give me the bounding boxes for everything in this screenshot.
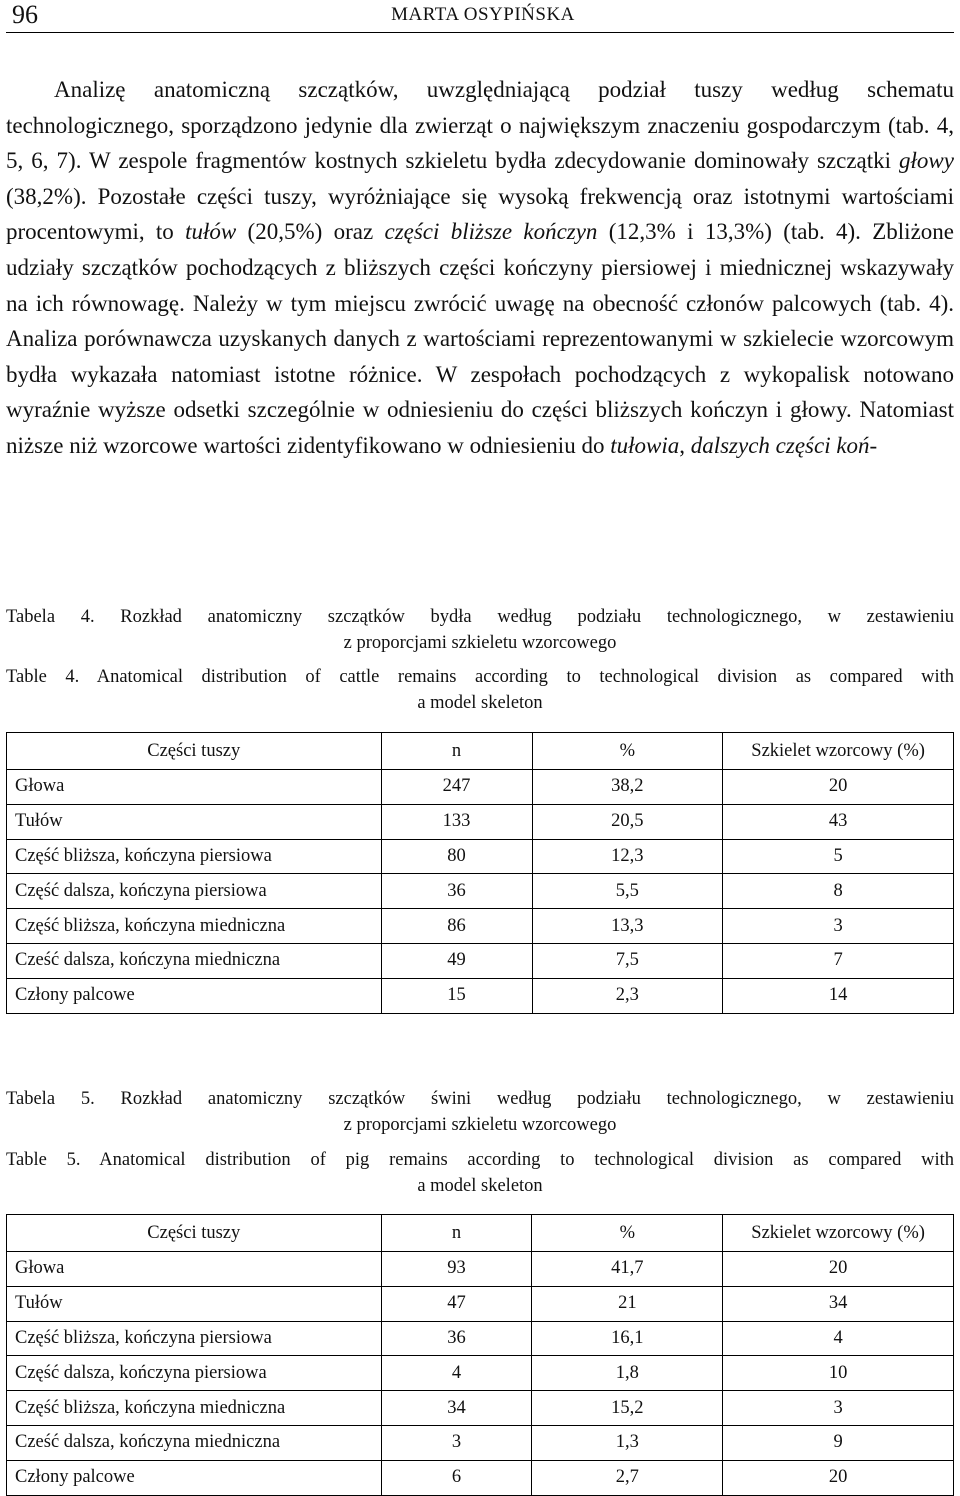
table-cell: 49	[381, 943, 532, 978]
table5	[6, 1214, 954, 1496]
table-cell: 47	[381, 1286, 532, 1321]
table-cell: 86	[381, 909, 532, 944]
table-row	[7, 1460, 954, 1495]
table-header-row	[7, 733, 954, 770]
italic-term: głowy	[899, 148, 954, 174]
row-label: Cześć dalsza, kończyna miedniczna	[7, 1425, 382, 1460]
table-row	[7, 943, 954, 978]
table-cell: 43	[723, 804, 954, 839]
table5-caption-en-line1: Table 5. Anatomical distribution of pig remains according to technological division as compared with	[6, 1150, 954, 1170]
table-cell: 36	[381, 874, 532, 909]
table-row	[7, 1286, 954, 1321]
table-cell: 13,3	[532, 909, 723, 944]
table-cell: 12,3	[532, 839, 723, 874]
column-header: n	[381, 1215, 532, 1252]
body-text-run: (12,3% i 13,3%) (tab. 4). Zbliżone udziały szczątków pochodzących z bliższych części kończyny piersiowej i miednicznej wskazywały na ich równowagę. Należy w tym miejscu zwrócić uwagę na obecność członów palcowych (tab. 4). Analiza porównawcza uzyskanych danych z wartościami reprezentowanymi w szkielecie wzorcowym bydła wykazała natomiast istotne różnice. W zespołach pochodzących z wykopalisk notowano wyraźnie wyższe odsetki szczególnie w odniesieniu do części bliższych kończyn i głowy. Natomiast niższe niż wzorcowe wartości zidentyfikowano w odniesieniu do	[6, 219, 954, 458]
table-cell: 9	[723, 1425, 954, 1460]
row-label: Cześć dalsza, kończyna miedniczna	[7, 943, 382, 978]
table-cell: 93	[381, 1252, 532, 1287]
table-cell: 41,7	[532, 1252, 723, 1287]
table-cell: 7,5	[532, 943, 723, 978]
row-label: Tułów	[7, 804, 382, 839]
table-row	[7, 1252, 954, 1287]
table-row	[7, 909, 954, 944]
row-label: Człony palcowe	[7, 1460, 382, 1495]
table-cell: 36	[381, 1321, 532, 1356]
table4-caption-pl-line1: Tabela 4. Rozkład anatomiczny szczątków bydła według podziału technologicznego, w zestawieniu	[6, 607, 954, 627]
table-row	[7, 978, 954, 1013]
row-label: Część dalsza, kończyna piersiowa	[7, 1356, 382, 1391]
table4	[6, 732, 954, 1014]
table-row	[7, 770, 954, 805]
table-cell: 7	[723, 943, 954, 978]
row-label: Głowa	[7, 770, 382, 805]
table-cell: 21	[532, 1286, 723, 1321]
table-row	[7, 804, 954, 839]
table-row	[7, 1356, 954, 1391]
body-text-run: Analizę anatomiczną szczątków, uwzględniającą podział tuszy według schematu technologicznego, sporządzono jedynie dla zwierząt o największym znaczeniu gospodarczym (tab. 4, 5, 6, 7). W zespole fragmentów kostnych szkieletu bydła zdecydowanie dominowały szczątki	[6, 77, 954, 174]
row-label: Człony palcowe	[7, 978, 382, 1013]
column-header: Szkielet wzorcowy (%)	[723, 1215, 954, 1252]
body-text-run: (38,2%). Pozostałe części tuszy, wyróżniające się wysoką frekwencją oraz istotnymi wartościami procentowymi, to	[6, 183, 954, 245]
column-header: %	[532, 733, 723, 770]
column-header: Szkielet wzorcowy (%)	[723, 733, 954, 770]
row-label: Część dalsza, kończyna piersiowa	[7, 874, 382, 909]
row-label: Tułów	[7, 1286, 382, 1321]
table-cell: 247	[381, 770, 532, 805]
table5-caption-pl-line1: Tabela 5. Rozkład anatomiczny szczątków świni według podziału technologicznego, w zestawieniu	[6, 1089, 954, 1109]
table-cell: 34	[381, 1391, 532, 1426]
table-cell: 20	[723, 1252, 954, 1287]
table-cell: 6	[381, 1460, 532, 1495]
table-cell: 1,3	[532, 1425, 723, 1460]
body-text-run: (20,5%) oraz	[236, 219, 385, 245]
table-header-row	[7, 1215, 954, 1252]
table5-caption-pl-line2: z proporcjami szkieletu wzorcowego	[343, 1115, 617, 1135]
table-cell: 8	[723, 874, 954, 909]
table-cell: 20	[723, 770, 954, 805]
table4-caption-pl-line2: z proporcjami szkieletu wzorcowego	[343, 633, 617, 653]
table-cell: 15	[381, 978, 532, 1013]
row-label: Głowa	[7, 1252, 382, 1287]
table-cell: 4	[381, 1356, 532, 1391]
column-header: %	[532, 1215, 723, 1252]
table-cell: 3	[723, 909, 954, 944]
table-cell: 5,5	[532, 874, 723, 909]
table-cell: 34	[723, 1286, 954, 1321]
italic-term: dalszych części koń-	[690, 432, 878, 458]
table5-caption-en	[6, 1147, 954, 1199]
table4-caption-en-line2: a model skeleton	[417, 693, 543, 713]
table-row	[7, 1425, 954, 1460]
table4-caption-en	[6, 664, 954, 716]
table-cell: 3	[381, 1425, 532, 1460]
row-label: Część bliższa, kończyna miedniczna	[7, 909, 382, 944]
table-row	[7, 1321, 954, 1356]
table-cell: 4	[723, 1321, 954, 1356]
table4-caption-en-line1: Table 4. Anatomical distribution of cattle remains according to technological division as compared with	[6, 667, 954, 687]
table-cell: 14	[723, 978, 954, 1013]
table-cell: 38,2	[532, 770, 723, 805]
table-cell: 3	[723, 1391, 954, 1426]
page-number: 96	[12, 0, 38, 29]
column-header: n	[381, 733, 532, 770]
table4-caption-pl	[6, 604, 954, 656]
table-cell: 15,2	[532, 1391, 723, 1426]
table-row	[7, 839, 954, 874]
body-text-run: ,	[679, 432, 691, 458]
table5-caption-pl	[6, 1086, 954, 1138]
row-label: Część bliższa, kończyna piersiowa	[7, 1321, 382, 1356]
table-cell: 16,1	[532, 1321, 723, 1356]
header-rule	[6, 32, 954, 33]
table-cell: 5	[723, 839, 954, 874]
column-header: Części tuszy	[7, 733, 382, 770]
table-cell: 2,7	[532, 1460, 723, 1495]
table-cell: 20	[723, 1460, 954, 1495]
table5-caption-en-line2: a model skeleton	[417, 1176, 543, 1196]
table-row	[7, 1391, 954, 1426]
table-cell: 1,8	[532, 1356, 723, 1391]
page-header	[6, 0, 960, 30]
table-cell: 133	[381, 804, 532, 839]
table-cell: 2,3	[532, 978, 723, 1013]
italic-term: tułów	[185, 219, 237, 245]
italic-term: tułowia	[610, 432, 680, 458]
italic-term: części bliższe kończyn	[384, 219, 598, 245]
table-row	[7, 874, 954, 909]
table-cell: 20,5	[532, 804, 723, 839]
row-label: Część bliższa, kończyna piersiowa	[7, 839, 382, 874]
running-head: MARTA OSYPIŃSKA	[391, 4, 575, 25]
column-header: Części tuszy	[7, 1215, 382, 1252]
table-cell: 80	[381, 839, 532, 874]
table-cell: 10	[723, 1356, 954, 1391]
row-label: Część bliższa, kończyna miedniczna	[7, 1391, 382, 1426]
body-paragraph	[6, 72, 954, 464]
